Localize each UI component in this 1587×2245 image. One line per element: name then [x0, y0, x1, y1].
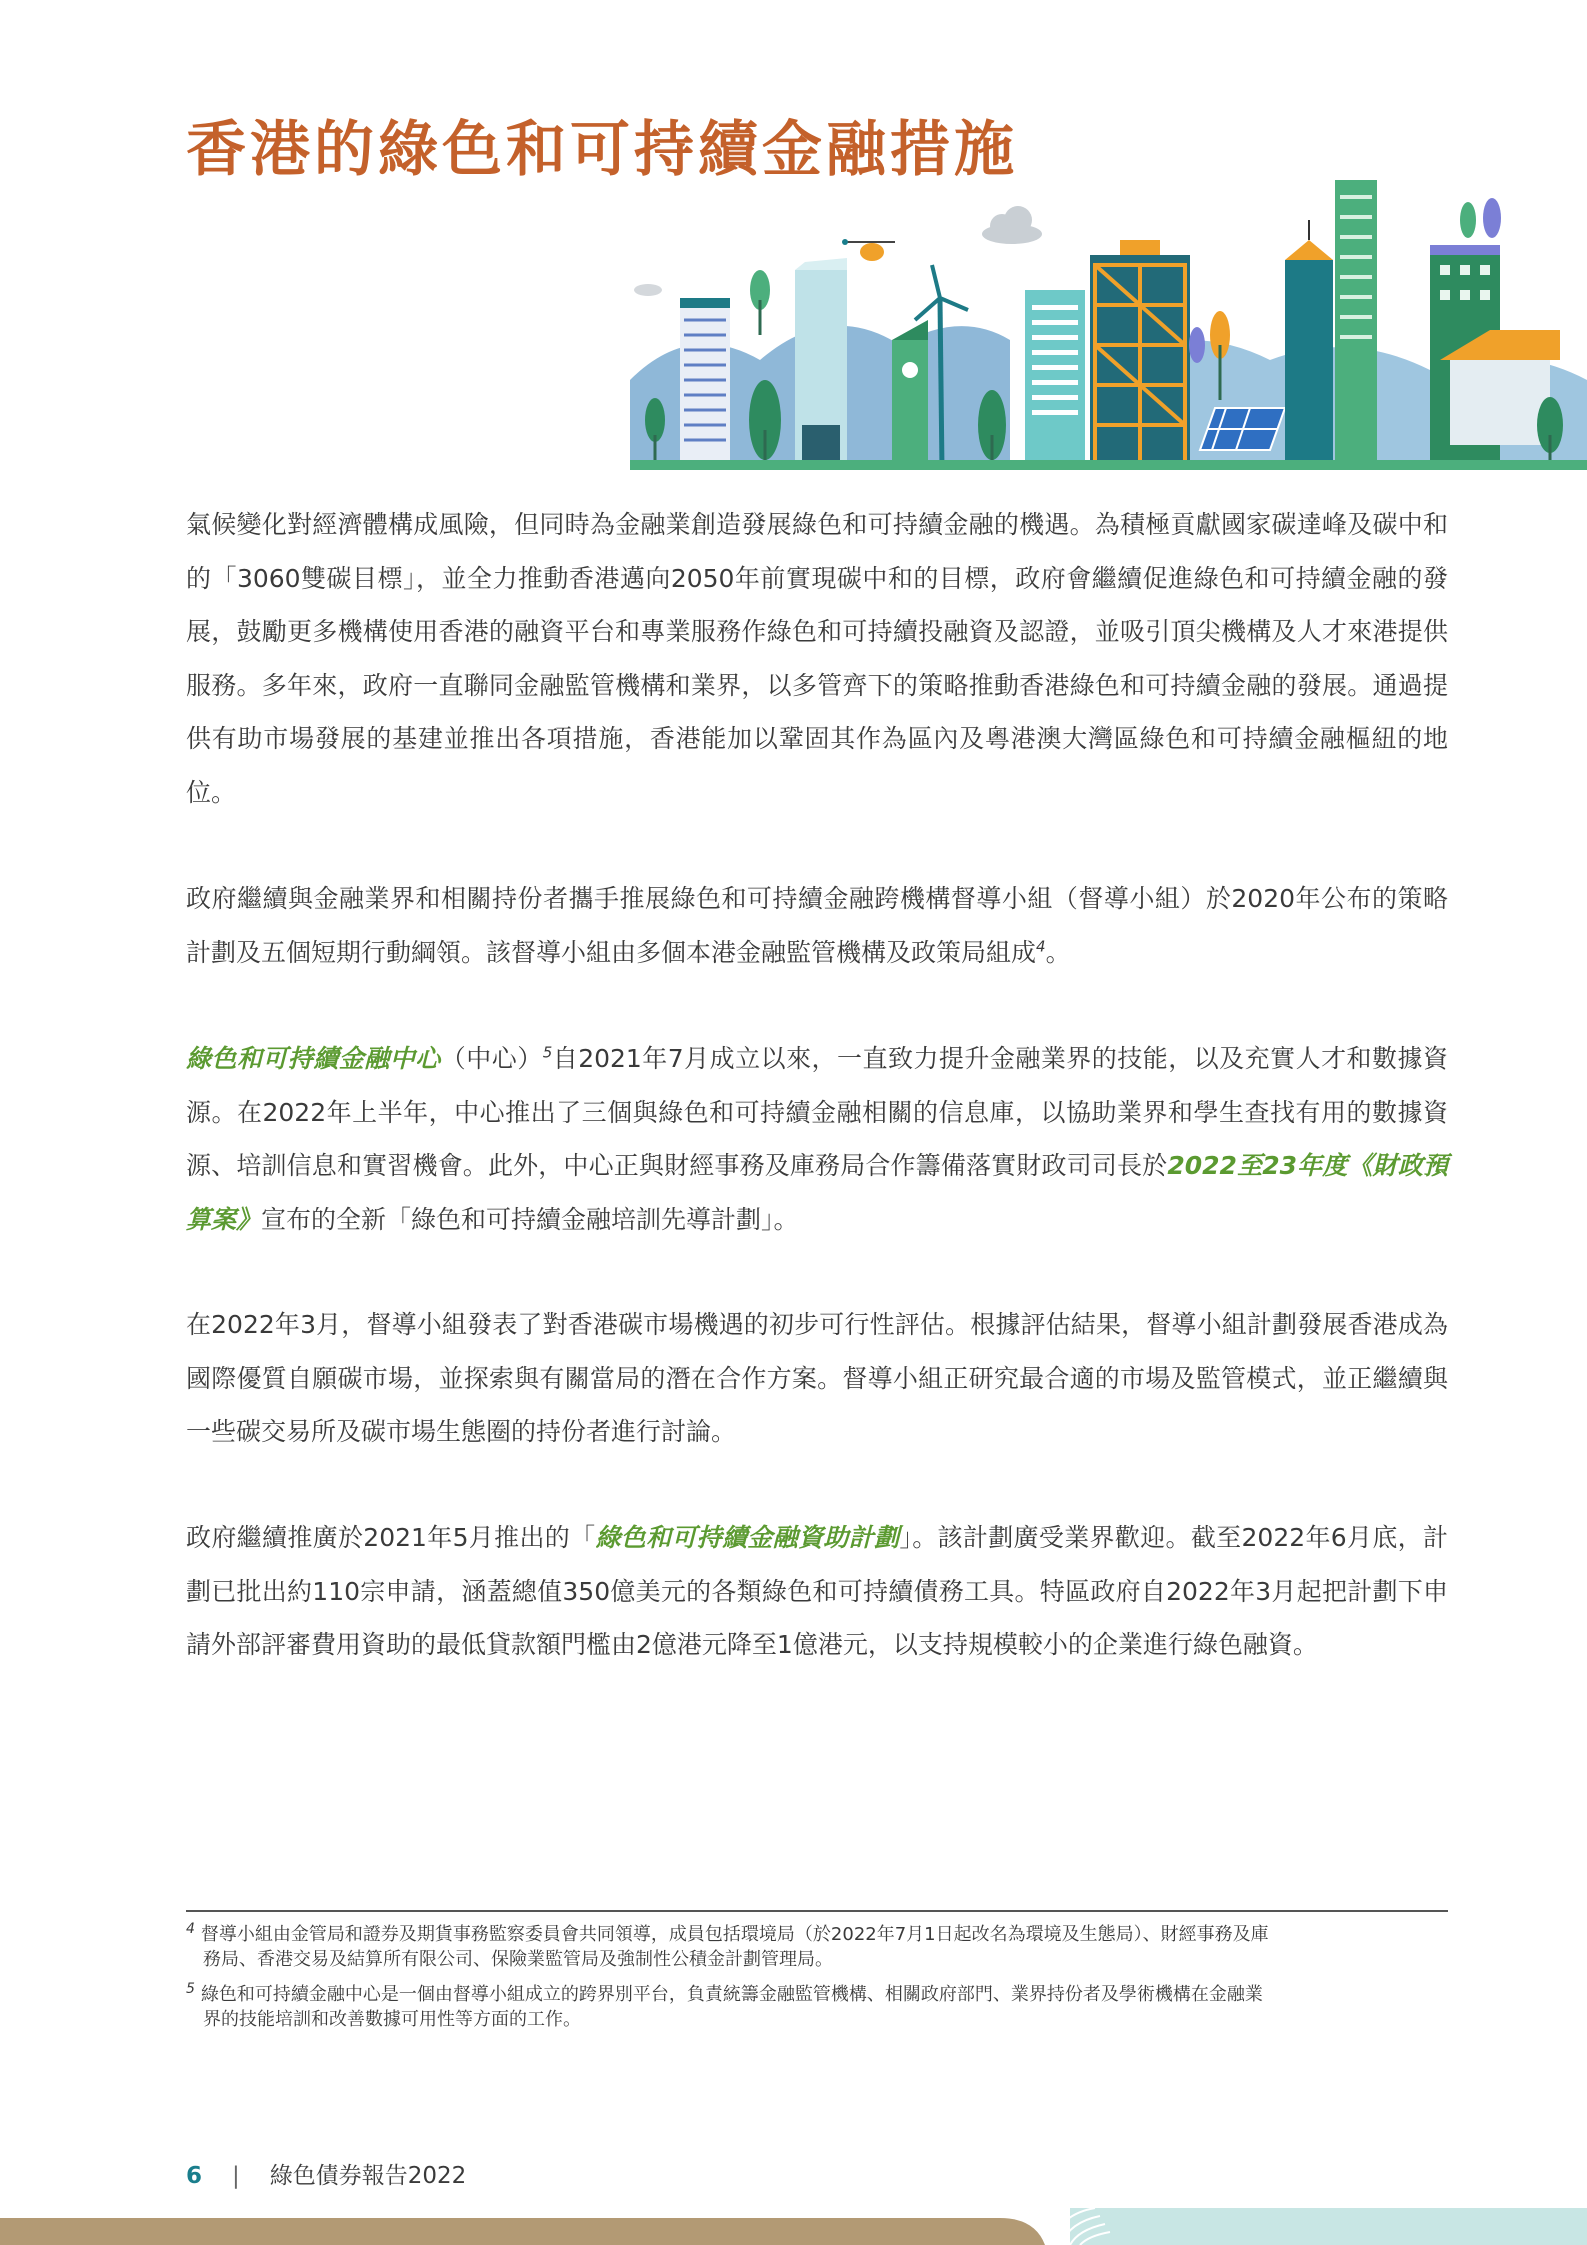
paragraph-text: 自2021年7月成立以來，一直致力提升金融業界的技能，以及充實人才和數據資源。在2022年上半年，中心推出了三個與綠色和可持續金融相關的信息庫，以協助業界和學生查找有用的數據資源、培訓信息和實習機會。此外，中心正與財經事務及庫務局合作籌備落實財政司司長於: [186, 1044, 1448, 1180]
footnote-text-cont: 務局、香港交易及結算所有限公司、保險業監管局及強制性公積金計劃管理局。: [203, 1949, 833, 1970]
tree-icon: [750, 270, 770, 335]
centre-link[interactable]: 綠色和可持續金融中心: [186, 1044, 441, 1073]
report-title: 綠色債券報告2022: [269, 2163, 467, 2189]
footnote-text: 督導小組由金管局和證券及期貨事務監察委員會共同領導，成員包括環境局（於2022年7月1日起改名為環境及生態局）、財經事務及庫: [200, 1924, 1269, 1945]
footnote-text: 綠色和可持續金融中心是一個由督導小組成立的跨界別平台，負責統籌金融監管機構、相關政府部門、業界持份者及學術機構在金融業: [200, 1984, 1263, 2005]
footnote-4: [186, 1922, 1448, 1972]
paragraph-text: 政府繼續推廣於2021年5月推出的「: [186, 1523, 596, 1552]
footer-band-teal: [1070, 2208, 1587, 2245]
paragraph-centre: [186, 1032, 1448, 1246]
page-title: 香港的綠色和可持續金融措施: [186, 115, 1018, 185]
footnote-ref[interactable]: 4: [1036, 937, 1046, 956]
budget-link[interactable]: 2022至23年度《財政預算案》: [186, 1151, 1448, 1234]
paragraph-intro: 氣候變化對經濟體構成風險，但同時為金融業創造發展綠色和可持續金融的機遇。為積極貢獻國家碳達峰及碳中和的「3060雙碳目標」，並全力推動香港邁向2050年前實現碳中和的目標，政府會繼續促進綠色和可持續金融的發展，鼓勵更多機構使用香港的融資平台和專業服務作綠色和可持續投融資及認證，並吸引頂尖機構及人才來港提供服務。多年來，政府一直聯同金融監管機構和業界，以多管齊下的策略推動香港綠色和可持續金融的發展。通過提供有助市場發展的基建並推出各項措施，香港能加以鞏固其作為區內及粵港澳大灣區綠色和可持續金融樞紐的地位。: [186, 510, 1448, 807]
footnote-text-cont: 界的技能培訓和改善數據可用性等方面的工作。: [203, 2009, 581, 2030]
paragraph-end: 。: [1045, 937, 1071, 967]
footnote-ref[interactable]: 5: [542, 1043, 553, 1062]
paragraph-carbon-market: 在2022年3月，督導小組發表了對香港碳市場機遇的初步可行性評估。根據評估結果，督導小組計劃發展香港成為國際優質自願碳市場，並探索與有關當局的潛在合作方案。督導小組正研究最合適的市場及監管模式，並正繼續與一些碳交易所及碳市場生態圈的持份者進行討論。: [186, 1310, 1448, 1446]
city-skyline-illustration: [630, 170, 1587, 470]
tree-icon: [1460, 198, 1501, 238]
footnote-number: 4: [186, 1921, 195, 1937]
cloud-icon: [982, 206, 1042, 244]
paragraph-text: 宣布的全新「綠色和可持續金融培訓先導計劃」。: [261, 1204, 799, 1234]
building: [680, 305, 730, 470]
paragraph-steering-group: [186, 872, 1448, 979]
paragraph-text: 政府繼續與金融業界和相關持份者攜手推展綠色和可持續金融跨機構督導小組（督導小組）於2020年公布的策略計劃及五個短期行動綱領。該督導小組由多個本港金融監管機構及政策局組成: [186, 884, 1448, 967]
page-footer: [186, 2157, 466, 2190]
footer-band-tan: [0, 2218, 1045, 2245]
tree-icon: [1189, 327, 1205, 363]
footnote-5: [186, 1982, 1448, 2032]
footnote-divider: [186, 1910, 1448, 1912]
building: [1450, 355, 1550, 445]
footer-separator: |: [232, 2163, 240, 2189]
page-number: 6: [186, 2163, 203, 2189]
building: [1285, 260, 1333, 470]
grant-scheme-link[interactable]: 綠色和可持續金融資助計劃: [595, 1523, 900, 1552]
cloud-small-icon: [634, 284, 662, 296]
paragraph-grant-scheme: [186, 1511, 1448, 1672]
solar-panel-icon: [1200, 408, 1285, 450]
building: [892, 340, 928, 470]
footnote-number: 5: [186, 1981, 195, 1997]
building: [1335, 180, 1377, 470]
drone-icon: [842, 239, 895, 261]
paragraph-text: 」。該計劃廣受業界歡迎。截至2022年6月底，計劃已批出約110宗申請，涵蓋總值350億美元的各類綠色和可持續債務工具。特區政府自2022年3月起把計劃下申請外部評審費用資助的最低貸款額門檻由2億港元降至1億港元，以支持規模較小的企業進行綠色融資。: [186, 1523, 1448, 1659]
footer-band: [0, 2208, 1587, 2245]
paragraph-text: （中心）: [440, 1044, 543, 1073]
